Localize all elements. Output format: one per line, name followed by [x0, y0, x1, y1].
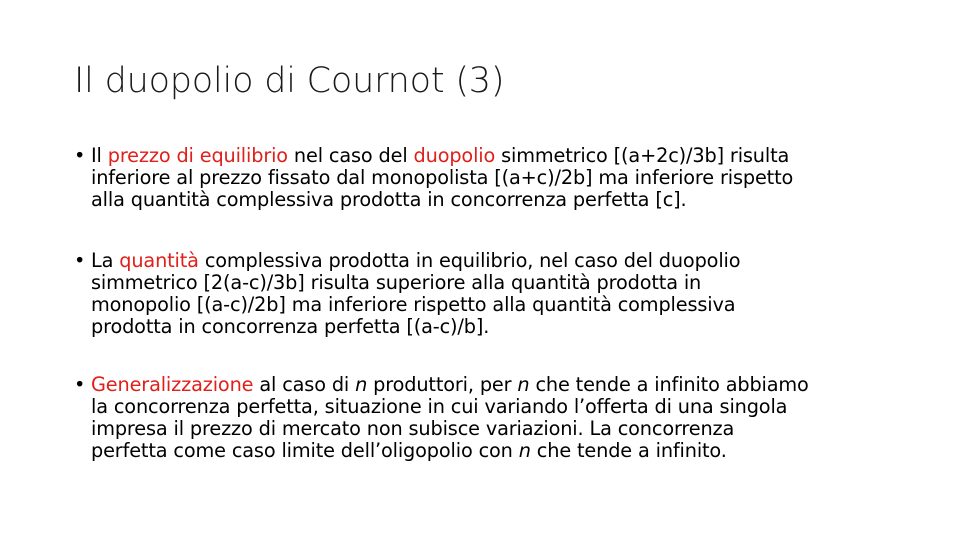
bullet-line: [91, 316, 894, 338]
text-run: alla quantità complessiva prodotta in concorrenza perfetta [c].: [91, 188, 687, 211]
bullet-item-generalization: [74, 374, 894, 462]
bullet-dot: •: [74, 144, 86, 167]
bullet-line: [91, 250, 894, 272]
highlighted-term: quantità: [119, 249, 199, 272]
highlighted-term: Generalizzazione: [91, 373, 254, 396]
text-run: simmetrico [2(a-c)/3b] risulta superiore alla quantità prodotta in: [91, 271, 702, 294]
bullet-item-equilibrium-price: [74, 145, 894, 211]
text-run: perfetta come caso limite dell’oligopolio con: [91, 439, 519, 462]
text-run: che tende a infinito abbiamo: [529, 373, 809, 396]
bullet-line: [91, 440, 894, 462]
text-run: impresa il prezzo di mercato non subisce variazioni. La concorrenza: [91, 417, 735, 440]
slide-title: Il duopolio di Cournot (3): [74, 61, 505, 101]
text-run: simmetrico [(a+2c)/3b] risulta: [495, 144, 790, 167]
text-run: la concorrenza perfetta, situazione in cui variando l’offerta di una singola: [91, 395, 788, 418]
bullet-line: [91, 396, 894, 418]
italic-variable: n: [518, 439, 531, 462]
highlighted-term: duopolio: [413, 144, 496, 167]
text-run: prodotta in concorrenza perfetta [(a-c)/b].: [91, 315, 490, 338]
text-run: produttori, per: [367, 373, 518, 396]
text-run: complessiva prodotta in equilibrio, nel caso del duopolio: [198, 249, 741, 272]
text-run: nel caso del: [287, 144, 414, 167]
bullet-dot: •: [74, 249, 86, 272]
bullet-dot: •: [74, 373, 86, 396]
bullet-line: [91, 374, 894, 396]
bullet-line: [91, 294, 894, 316]
bullet-list: [74, 145, 894, 462]
text-run: monopolio [(a-c)/2b] ma inferiore rispetto alla quantità complessiva: [91, 293, 736, 316]
text-run: inferiore al prezzo fissato dal monopolista [(a+c)/2b] ma inferiore rispetto: [91, 166, 794, 189]
bullet-line: [91, 272, 894, 294]
italic-variable: n: [355, 373, 368, 396]
bullet-item-quantity: [74, 250, 894, 338]
bullet-line: [91, 167, 894, 189]
text-run: La: [91, 249, 120, 272]
bullet-line: [91, 145, 894, 167]
bullet-line: [91, 189, 894, 211]
highlighted-term: prezzo di equilibrio: [107, 144, 288, 167]
text-run: che tende a infinito.: [530, 439, 727, 462]
text-run: Il: [91, 144, 108, 167]
italic-variable: n: [517, 373, 530, 396]
bullet-line: [91, 418, 894, 440]
text-run: al caso di: [253, 373, 356, 396]
